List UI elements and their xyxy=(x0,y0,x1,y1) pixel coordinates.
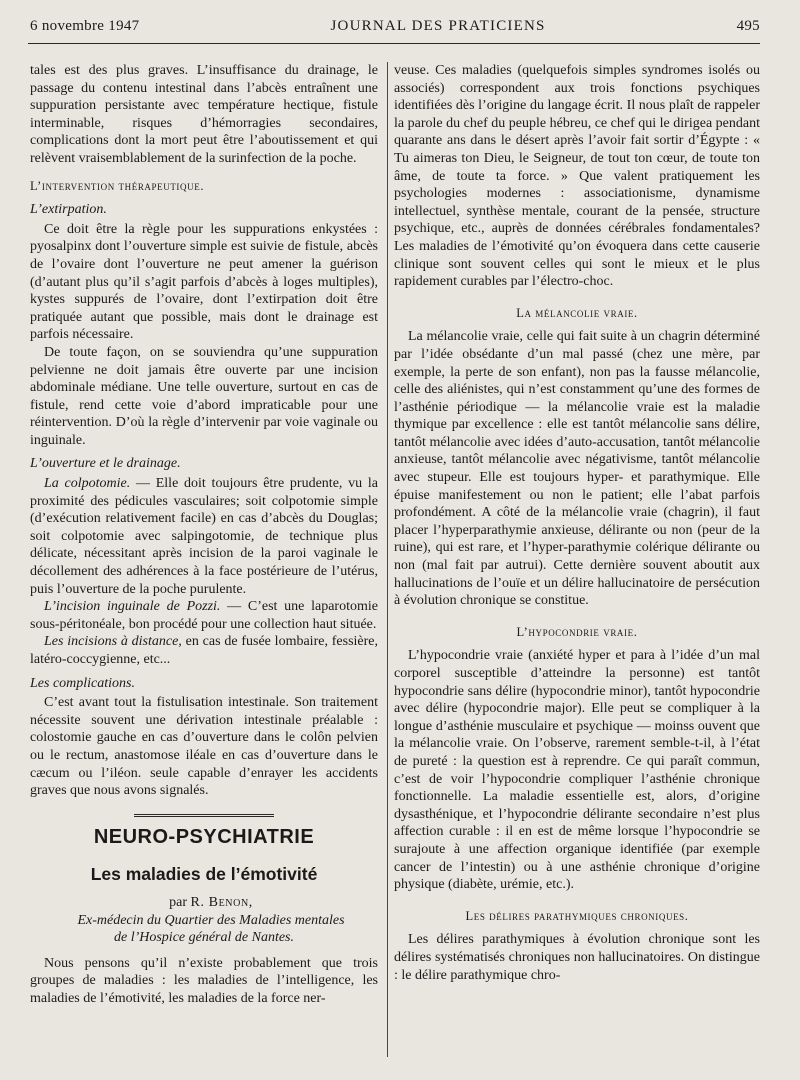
running-header xyxy=(30,18,760,42)
paragraph-colpotomie xyxy=(30,475,378,598)
author-affiliation xyxy=(30,912,378,947)
pozzi-text: — C’est une laparotomie sous-péritonéale, bon procédé pour une collection haut située. xyxy=(30,599,378,632)
paragraph: Ce doit être la règle pour les suppurations enkystées : pyosalpinx dont l’ouverture simple est suivie de fistule, abcès de l’ovaire dont l’ouverture ne peut amener la guérison (d’autant plus qu’il s’agit parfois d’abcès à loges multiples), kystes suppurés de l’ovaire, dont l’extirpation doit être pratiquée autant que possible, mais dont le drainage est parfois nécessaire. xyxy=(30,221,378,343)
section-heading-intervention: L’intervention thérapeutique. xyxy=(30,178,205,193)
paragraph: Les délires parathymiques à évolution chronique sont les délires systématisés chroniques non hallucinatoires. On distingue : le délire parathymique chro- xyxy=(394,932,760,983)
paragraph: veuse. Ces maladies (quelquefois simples syndromes isolés ou associés) correspondent aux trois fonctions psychiques identifiées dès l’origine du langage écrit. Il nous plaît de rappeler la parole du chef du peuple hébreu, ce chef qui le dirigea pendant quarante ans dans le désert après l’avoir fait sortir d’Égypte : « Tu aimeras ton Dieu, le Seigneur, de tout ton cœur, de toute ton âme, de toute ta force. » Que valent pratiquement les psychologies modernes : associationisme, dynamisme intellectuel, synthèse mentale, courant de la pensée, structure psychique, etc., auprès de données cérébrales fondamentales? Les maladies de l’émotivité qu’on évoquera dans cette causerie clinique sont souvent celles qui sont le mieux et le plus rapidement curables par l’électro-choc. xyxy=(394,63,760,290)
paragraph-pozzi xyxy=(30,598,378,633)
left-column xyxy=(30,62,378,1008)
paragraph: La mélancolie vraie, celle qui fait suite à un chagrin déterminé par l’idée obsédante d’un mal passé (chez une mère, par exemple, la perte de son enfant), non pas la fausse mélancolie, celle des aliénistes, qui n’est constamment qu’une des formes de l’asthénie périodique — la mélancolie vraie est la maladie thymique par excellence : elle est tantôt mélancolie sans délire, tantôt mélancolie avec idées d’auto-accusation, tantôt mélancolie anxieuse, tantôt mélancolie avec négativisme, tantôt mélancolie avec stupeur. Elle est toujours hyper- et parathymique. Elle épuise manifestement ou non le patient; elle l’abat parfois profondément. A côté de la mélancolie vraie (chagrin), il faut placer l’hyperparathymie anxieuse, délirante ou non (peur de la ruine), qui est rare, et l’hyper-parathymie colérique délirante ou non (mal fait par autrui). Cette dernière souvent aboutit aux hallucinations de l’ouïe et un délire hallucinatoire de persécution à évolution chronique se constitue. xyxy=(394,329,760,609)
byline xyxy=(30,894,378,912)
article-title: Les maladies de l’émotivité xyxy=(90,864,318,885)
section-heading-melancolie: La mélancolie vraie. xyxy=(516,305,638,320)
section-heading-delires: Les délires parathymiques chroniques. xyxy=(465,908,689,923)
page-number: 495 xyxy=(736,18,760,34)
paragraph-distance xyxy=(30,633,378,668)
paragraph: L’hypocondrie vraie (anxiété hyper et para à l’idée d’un mal corporel susceptible d’atteindre la personne) est tantôt hypocondrie sans délire (hypocondrie minor), tantôt hypocondrie avec délire (hypocondrie major). Elle peut se compliquer à la longue d’asthénie musculaire et psychique — moinss ouvent que la mélancolie vraie. On l’observe, rarement semble-t-il, à l’état de pureté : la question est à reprendre. Ce qui paraît commun, c’est de voir l’hypocondrie compliquer l’asthénie chronique fonctionnelle. La maladie essentielle est, alors, d’origine dysasthénique, et l’hypocondrie délirante secondaire n’est plus affection curable : il en est de même lorsque l’hypocondrie se surajoute à une affection organique identifiée (par exemple cancer de l’intestin) ou à une asthénie chronique d’origine physique (diabète, urémie, etc.). xyxy=(394,648,760,893)
issue-date: 6 novembre 1947 xyxy=(30,18,140,34)
section-heading-hypocondrie: L’hypocondrie vraie. xyxy=(516,624,638,639)
subheading-ouverture: L’ouverture et le drainage. xyxy=(30,456,181,472)
paragraph: C’est avant tout la fistulisation intestinale. Son traitement nécessite souvent une dérivation intestinale préalable : colostomie gauche en cas d’ouverture dans le colôn pelvien ou le rectum, anastomose iléale en cas d’ouverture dans le cæcum ou l’iléon. seule capable d’enrayer les accidents graves que nous avons signalés. xyxy=(30,695,378,799)
section-separator xyxy=(134,814,274,819)
rubric-title: NEURO-PSYCHIATRIE xyxy=(93,825,315,848)
colpotomie-text: — Elle doit toujours être prudente, vu la proximité des pédicules vasculaires; soit colpotomie simple (d’exécution relativement facile) en cas d’abcès du Douglas; soit colpotomie avec salpingotomie, de technique plus délicate, nécessitant après incision de la paroi vaginale le décollement des adhérences à la face postérieure de l’utérus, puis l’ouverture de la poche purulente. xyxy=(30,476,378,597)
colpotomie-label: La colpotomie. xyxy=(44,476,131,492)
journal-title: JOURNAL DES PRATICIENS xyxy=(330,18,546,34)
byline-par: par xyxy=(169,894,191,910)
header-rule xyxy=(28,43,760,44)
right-column xyxy=(394,62,760,984)
subheading-complications: Les complications. xyxy=(30,675,135,691)
paragraph: Nous pensons qu’il n’existe probablement que trois groupes de maladies : les maladies de l’intelligence, les maladies de l’émotivité, les maladies de la force ner- xyxy=(30,955,378,1006)
subheading-extirpation: L’extirpation. xyxy=(30,202,107,218)
pozzi-label: L’incision inguinale de Pozzi. xyxy=(44,599,221,615)
author-name: R. Benon, xyxy=(190,894,253,910)
distance-label: Les incisions à distance, xyxy=(44,634,182,650)
paragraph: De toute façon, on se souviendra qu’une suppuration pelvienne ne doit jamais être ouverte par une incision abdominale médiane. Une telle ouverture, surtout en cas de fistule, rend cette voie d’abord impraticable pour une réintervention. D’où la règle d’intervenir par voie vaginale ou inguinale. xyxy=(30,344,378,448)
affiliation-line-2: de l’Hospice général de Nantes. xyxy=(113,930,294,946)
paragraph: tales est des plus graves. L’insuffisance du drainage, le passage du contenu intestinal dans l’abcès entraînent une suppuration persistante avec température hectique, fistule interminable, risques d’hémorragies secondaires, complications dont la mort peut être l’aboutissement et qui relèvent vraisemblablement de la surinfection de la poche. xyxy=(30,63,378,166)
affiliation-line-1: Ex-médecin du Quartier des Maladies mentales xyxy=(77,912,345,928)
column-divider xyxy=(387,62,388,1057)
distance-text: en cas de fusée lombaire, fessière, latéro-coccygienne, etc... xyxy=(30,634,378,667)
